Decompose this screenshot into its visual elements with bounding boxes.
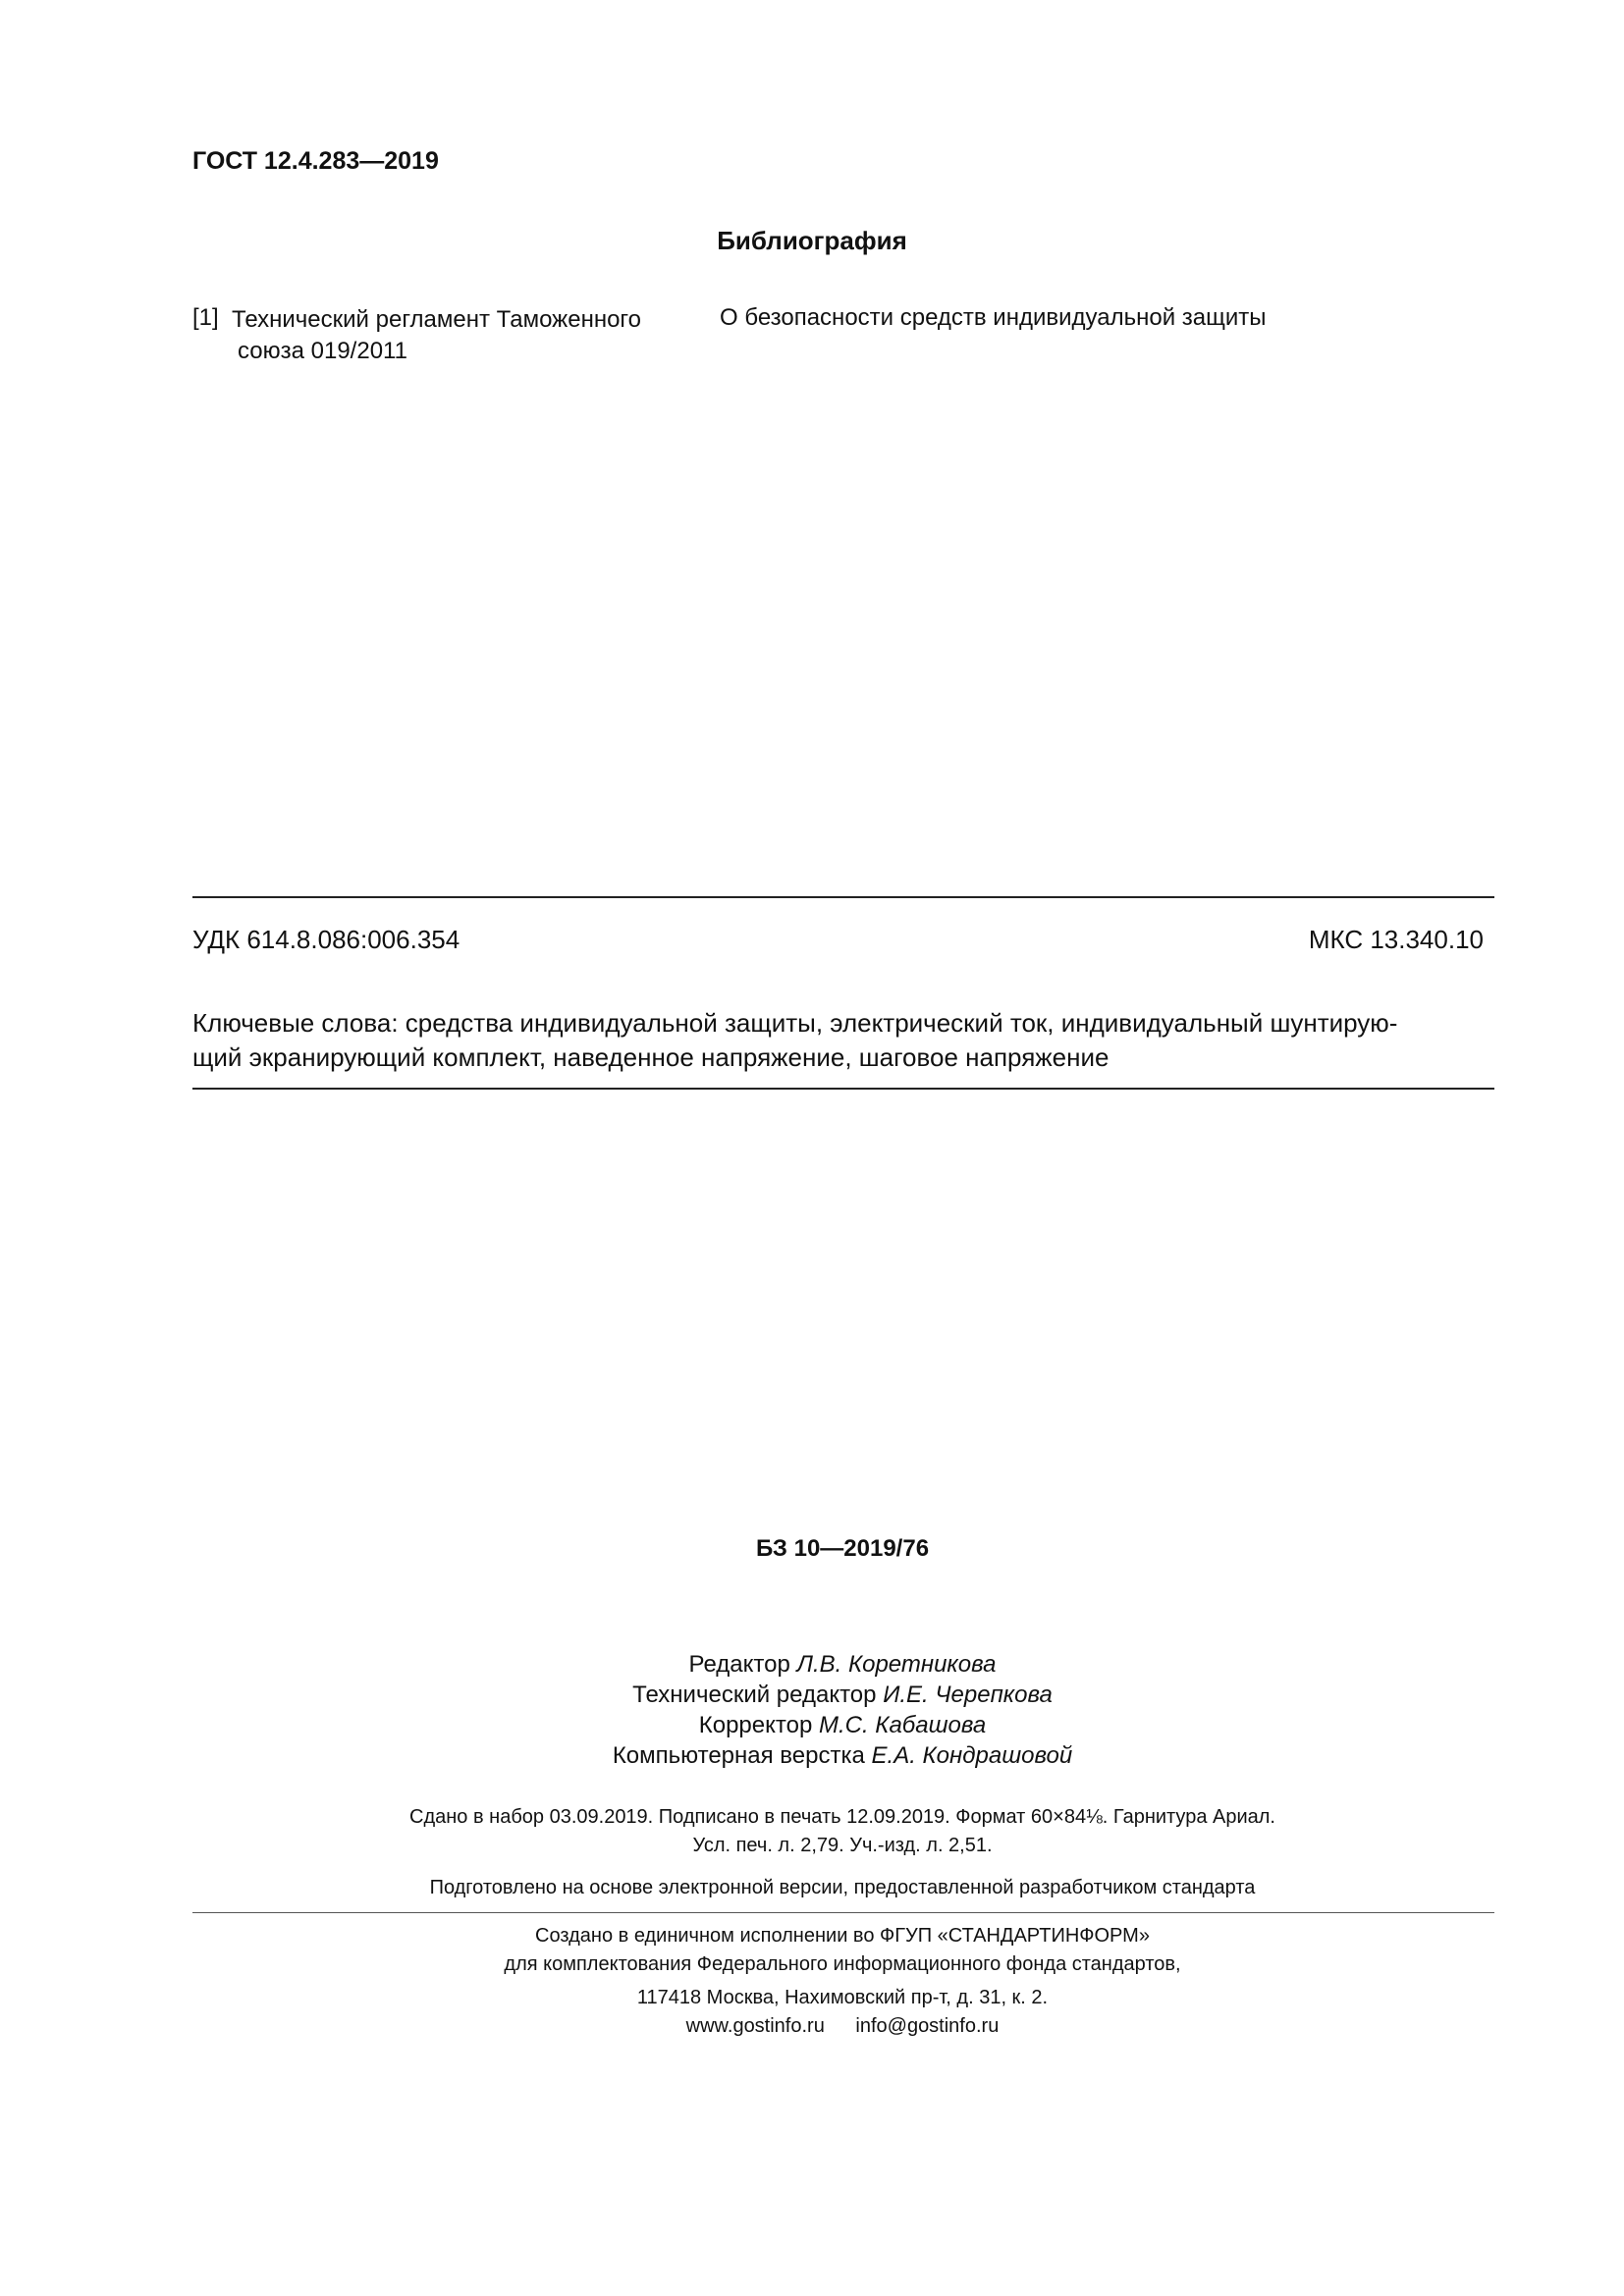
reference-source-line1: Технический регламент Таможенного	[232, 306, 641, 333]
reference-source	[232, 304, 703, 367]
credit-technical-editor-name: И.Е. Черепкова	[883, 1682, 1053, 1708]
divider-top	[192, 896, 1494, 898]
address-line: 117418 Москва, Нахимовский пр-т, д. 31, к. 2.	[636, 1987, 1049, 2008]
reference-number: [1]	[192, 304, 219, 331]
print-info-line1: Сдано в набор 03.09.2019. Подписано в печать 12.09.2019. Формат 60×84⅛. Гарнитура Ариал.	[409, 1806, 1275, 1828]
reference-title: О безопасности средств индивидуальной защиты	[720, 304, 1267, 331]
credit-layout-name: Е.А. Кондрашовой	[871, 1742, 1073, 1769]
publisher-address	[0, 1984, 1624, 2041]
prepared-note: Подготовлено на основе электронной версии, предоставленной разработчиком стандарта	[429, 1877, 1256, 1898]
divider-imprint	[192, 1912, 1494, 1913]
reference-source-line2: союза 019/2011	[238, 338, 407, 364]
document-code: ГОСТ 12.4.283—2019	[192, 147, 439, 175]
mks-code: МКС 13.340.10	[1308, 925, 1484, 954]
contacts	[0, 2012, 1624, 2041]
keywords	[192, 1006, 1494, 1075]
bz-number: БЗ 10—2019/76	[755, 1535, 930, 1562]
print-info-line2: Усл. печ. л. 2,79. Уч.-изд. л. 2,51.	[692, 1835, 993, 1856]
credits	[0, 1649, 1624, 1771]
credit-corrector-name: М.С. Кабашова	[818, 1712, 987, 1738]
udk-code: УДК 614.8.086:006.354	[192, 925, 460, 954]
publisher-line2: для комплектования Федерального информационного фонда стандартов,	[504, 1953, 1181, 1975]
keywords-line1: Ключевые слова: средства индивидуальной защиты, электрический ток, индивидуальный шунтирую-	[192, 1008, 1398, 1038]
email-link[interactable]: info@gostinfo.ru	[855, 2015, 1000, 2037]
bibliography-title: Библиография	[717, 226, 907, 255]
credit-editor-name: Л.В. Коретникова	[796, 1651, 997, 1678]
website-link[interactable]: www.gostinfo.ru	[685, 2015, 825, 2037]
publisher-info	[0, 1922, 1624, 1979]
credit-layout: Компьютерная верстка Е.А. Кондрашовой	[612, 1742, 1073, 1769]
credit-corrector: Корректор М.С. Кабашова	[698, 1712, 987, 1738]
publisher-line1: Создано в единичном исполнении во ФГУП «СТАНДАРТИНФОРМ»	[535, 1925, 1150, 1947]
print-info	[0, 1803, 1624, 1860]
credit-technical-editor: Технический редактор И.Е. Черепкова	[632, 1682, 1053, 1708]
credit-editor: Редактор Л.В. Коретникова	[688, 1651, 997, 1678]
keywords-line2: щий экранирующий комплект, наведенное напряжение, шаговое напряжение	[192, 1042, 1110, 1072]
divider-bottom	[192, 1088, 1494, 1090]
